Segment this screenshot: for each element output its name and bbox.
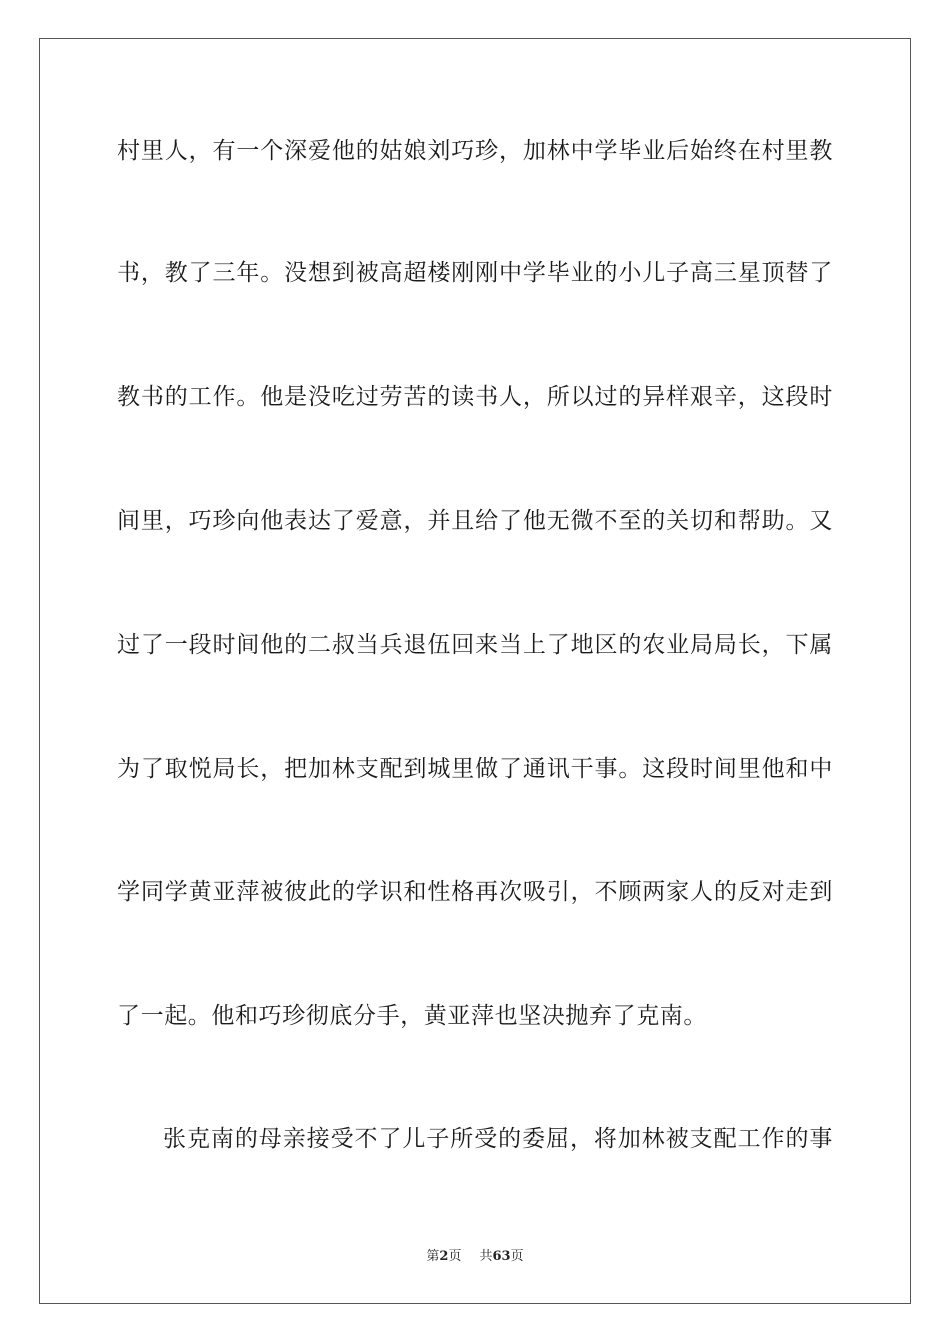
page-suffix: 页 bbox=[448, 1249, 462, 1264]
total-suffix: 页 bbox=[510, 1249, 524, 1264]
text-line-5: 过了一段时间他的二叔当兵退伍回来当上了地区的农业局局长，下属 bbox=[117, 632, 833, 658]
page-number: 2 bbox=[439, 1249, 449, 1264]
text-line-9-paragraph-start: 张克南的母亲接受不了儿子所受的委屈，将加林被支配工作的事 bbox=[163, 1126, 833, 1152]
total-pages: 63 bbox=[492, 1249, 511, 1264]
text-line-3: 教书的工作。他是没吃过劳苦的读书人，所以过的异样艰辛，这段时 bbox=[117, 384, 833, 410]
text-line-7: 学同学黄亚萍被彼此的学识和性格再次吸引，不顾两家人的反对走到 bbox=[117, 879, 833, 905]
total-prefix: 共 bbox=[479, 1249, 493, 1264]
page-prefix: 第 bbox=[426, 1249, 440, 1264]
text-line-1: 村里人，有一个深爱他的姑娘刘巧珍，加林中学毕业后始终在村里教 bbox=[117, 138, 833, 164]
text-line-6: 为了取悦局长，把加林支配到城里做了通讯干事。这段时间里他和中 bbox=[117, 756, 833, 782]
text-line-8: 了一起。他和巧珍彻底分手，黄亚萍也坚决抛弃了克南。 bbox=[117, 1003, 707, 1029]
page-footer bbox=[0, 1248, 950, 1266]
text-line-4: 间里，巧珍向他表达了爱意，并且给了他无微不至的关切和帮助。又 bbox=[117, 508, 833, 534]
page-border bbox=[39, 38, 911, 1304]
text-line-2: 书，教了三年。没想到被高超楼刚刚中学毕业的小儿子高三星顶替了 bbox=[117, 260, 833, 286]
